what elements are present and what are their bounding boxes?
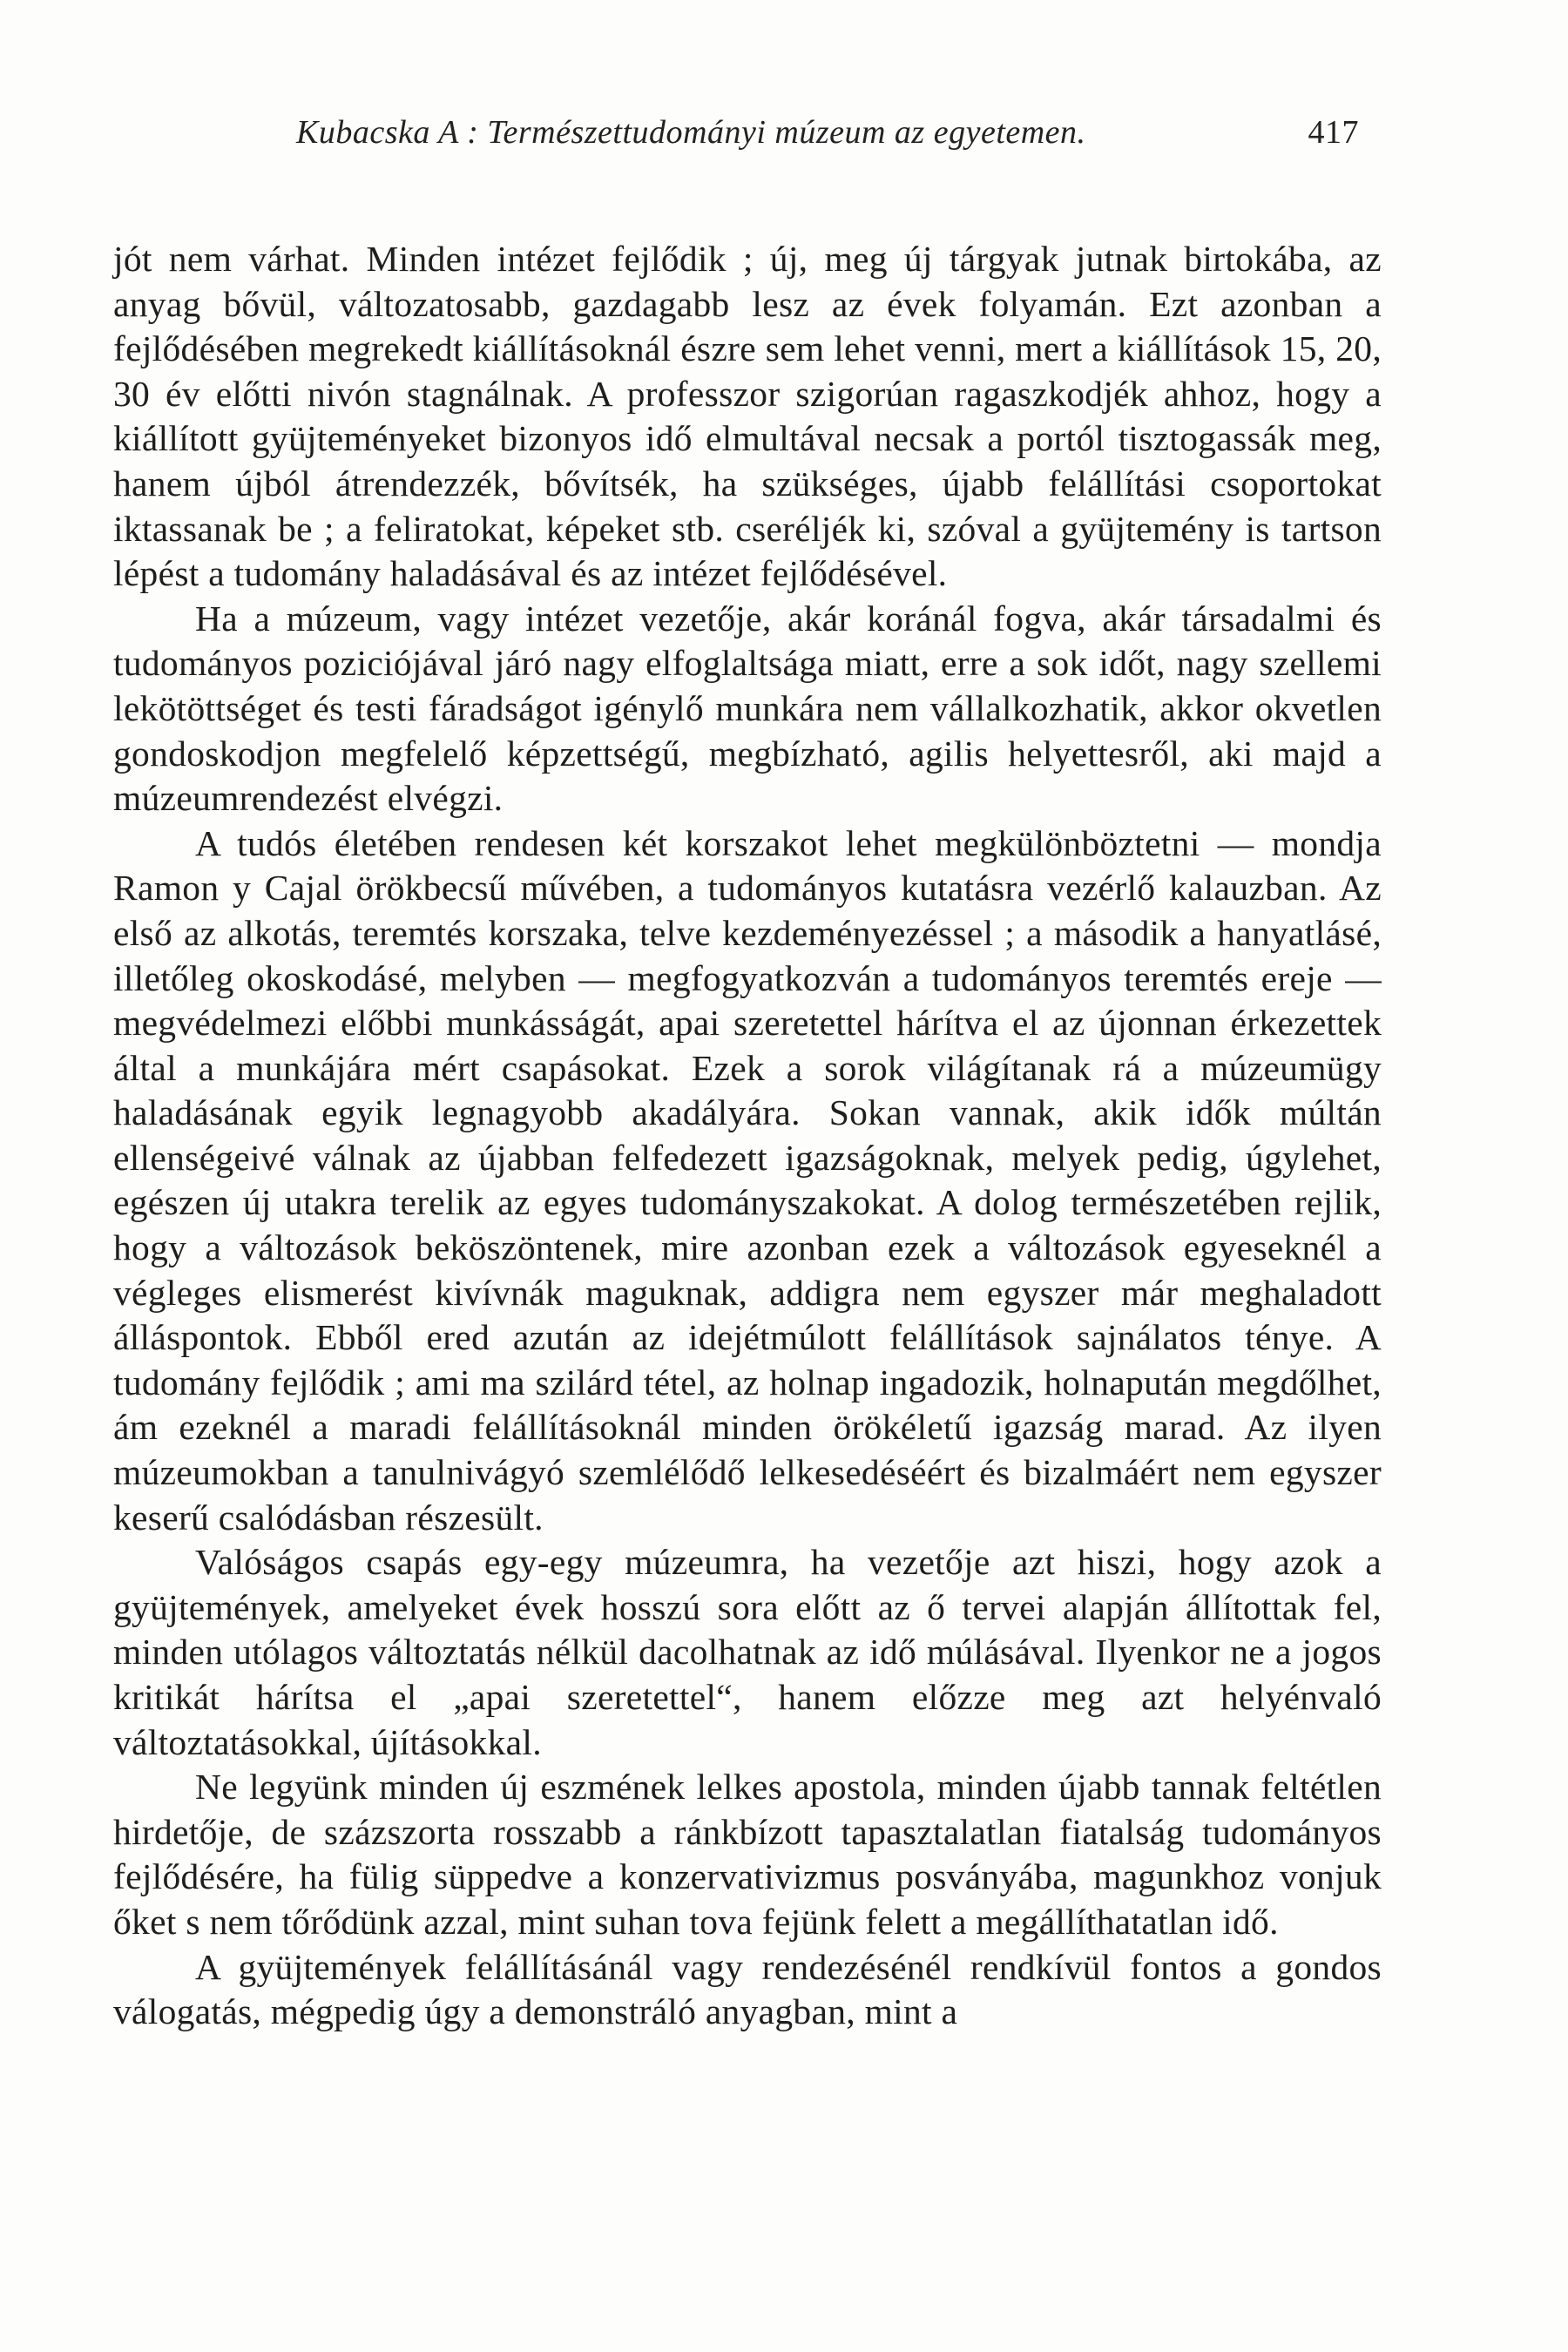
running-title: Kubacska A : Természettudományi múzeum az egyetemen. <box>296 114 1086 151</box>
paragraph-continuation: jót nem várhat. Minden intézet fejlődik ; új, meg új tárgyak jutnak birtokába, az anyag bővül, változatosabb, gazdagabb lesz az évek folyamán. Ezt azonban a fejlődésében megrekedt kiállításoknál észre sem lehet venni, mert a kiállítások 15, 20, 30 év előtti nivón stagnálnak. A professzor szigorúan ragaszkodjék ahhoz, hogy a kiállított gyüjteményeket bizonyos idő elmultával necsak a portól tisztogassák meg, hanem újból átrendezzék, bővítsék, ha szükséges, újabb felállítási csoportokat iktassanak be ; a feliratokat, képeket stb. cseréljék ki, szóval a gyüjtemény is tartson lépést a tudomány haladásával és az intézet fejlődésével. <box>113 239 1382 594</box>
paragraph-collection-setup: A gyüjtemények felállításánál vagy rendezésénél rendkívül fontos a gondos válogatás, mégpedig úgy a demonstráló anyagban, mint a <box>113 1946 1382 2032</box>
running-header <box>296 113 1359 157</box>
paragraph-ramon-y-cajal: A tudós életében rendesen két korszakot lehet megkülönböztetni — mondja Ramon y Cajal örökbecsű művében, a tudományos kutatásra vezérlő kalauzban. Az első az alkotás, teremtés korszaka, telve kezdeményezéssel ; a második a hanyatlásé, illetőleg okoskodásé, melyben — megfogyatkozván a tudományos teremtés ereje — megvédelmezi előbbi munkásságát, apai szeretettel hárítva el az újonnan érkezettek által a munkájára mért csapásokat. Ezek a sorok világítanak rá a múzeumügy haladásának egyik legnagyobb akadályára. Sokan vannak, akik idők múltán ellenségeivé válnak az újabban felfedezett igazságoknak, melyek pedig, úgylehet, egészen új utakra terelik az egyes tudományszakokat. A dolog természetében rejlik, hogy a változások beköszöntenek, mire azonban ezek a változások egyeseknél a végleges elismerést kivívnák maguknak, addigra nem egyszer már meghaladott álláspontok. Ebből ered azután az idejétmúlott felállítások sajnálatos ténye. A tudomány fejlődik ; ami ma szilárd tétel, az holnap ingadozik, holnapután megdőlhet, ám ezeknél a maradi felállításoknál minden örökéletű igazság marad. Az ilyen múzeumokban a tanulnivágyó szemlélődő lelkesedéséért és bizalmáért nem egyszer keserű csalódásban részesült. <box>113 822 1382 1538</box>
paragraph-museum-director: Ha a múzeum, vagy intézet vezetője, akár koránál fogva, akár társadalmi és tudományos poziciójával járó nagy elfoglaltsága miatt, erre a sok időt, nagy szellemi lekötöttséget és testi fáradságot igénylő munkára nem vállalkozhatik, akkor okvetlen gondoskodjon megfelelő képzettségű, megbízható, agilis helyettesről, aki majd a múzeumrendezést elvégzi. <box>113 598 1382 819</box>
paragraph-new-ideas: Ne legyünk minden új eszmének lelkes apostola, minden újabb tannak feltétlen hirdetője, de százszorta rosszabb a ránkbízott tapasztalatlan fiatalság tudományos fejlődésére, ha fülig süppedve a konzervativizmus posványába, magunkhoz vonjuk őket s nem tőrődünk azzal, mint suhan tova fejünk felett a megállíthatatlan idő. <box>113 1767 1382 1942</box>
paragraph-calamity: Valóságos csapás egy-egy múzeumra, ha vezetője azt hiszi, hogy azok a gyüjtemények, amelyeket évek hosszú sora előtt az ő tervei alapján állítottak fel, minden utólagos változtatás nélkül dacolhatnak az idő múlásával. Ilyenkor ne a jogos kritikát hárítsa el „apai szeretettel“, hanem előzze meg azt helyénvaló változtatásokkal, újításokkal. <box>113 1542 1382 1762</box>
body-text <box>113 237 1382 2035</box>
page-number: 417 <box>1308 114 1359 151</box>
